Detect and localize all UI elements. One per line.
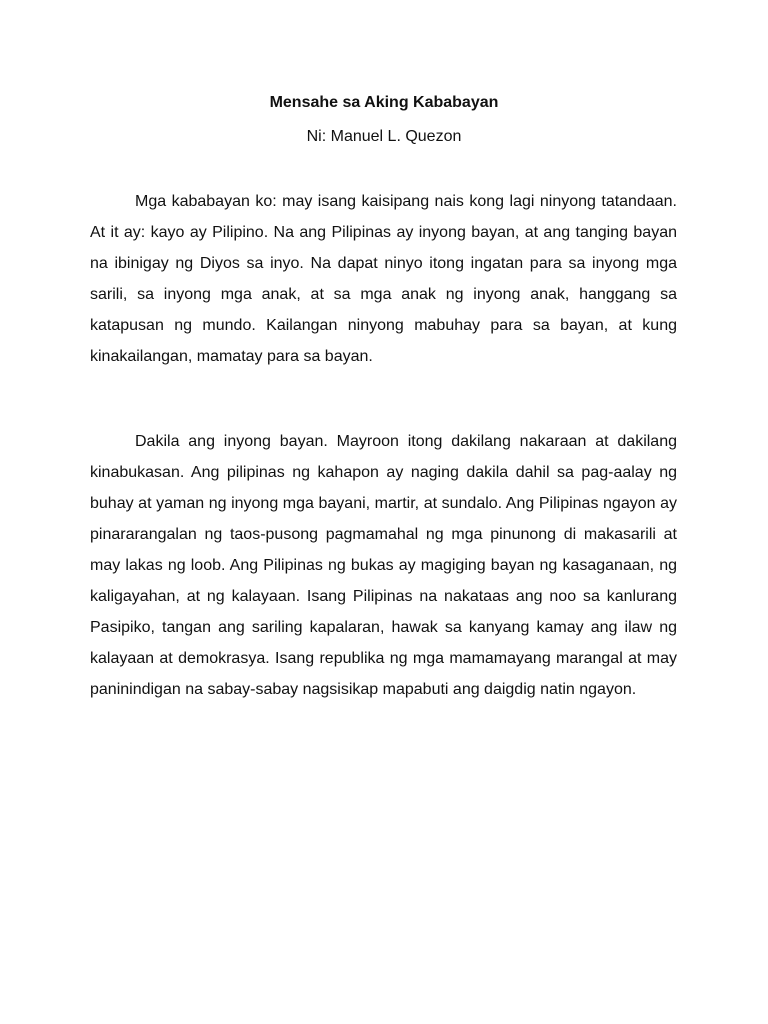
paragraph-1: Mga kababayan ko: may isang kaisipang nais kong lagi ninyong tatandaan. At it ay: kayo ay Pilipino. Na ang Pilipinas ay inyong bayan, at ang tanging bayan na ibinigay ng Diyos sa inyo. Na dapat ninyo itong ingatan para sa inyong mga sarili, sa inyong mga anak, at sa mga anak ng inyong anak, hanggang sa katapusan ng mundo. Kailangan ninyong mabuhay para sa bayan, at kung kinakailangan, mamatay para sa bayan. [90, 193, 677, 365]
document-author: Ni: Manuel L. Quezon [306, 128, 462, 145]
document-title: Mensahe sa Aking Kababayan [269, 94, 499, 111]
paragraph-2: Dakila ang inyong bayan. Mayroon itong dakilang nakaraan at dakilang kinabukasan. Ang pilipinas ng kahapon ay naging dakila dahil sa pag-aalay ng buhay at yaman ng inyong mga bayani, martir, at sundalo. Ang Pilipinas ngayon ay pinararangalan ng taos-pusong pagmamahal ng mga pinunong di makasarili at may lakas ng loob. Ang Pilipinas ng bukas ay magiging bayan ng kasaganaan, ng kaligayahan, at ng kalayaan. Isang Pilipinas na nakataas ang noo sa kanlurang Pasipiko, tangan ang sariling kapalaran, hawak sa kanyang kamay ang ilaw ng kalayaan at demokrasya. Isang republika ng mga mamamayang marangal at may paninindigan na sabay-sabay nagsisikap mapabuti ang daigdig natin ngayon. [90, 433, 677, 698]
